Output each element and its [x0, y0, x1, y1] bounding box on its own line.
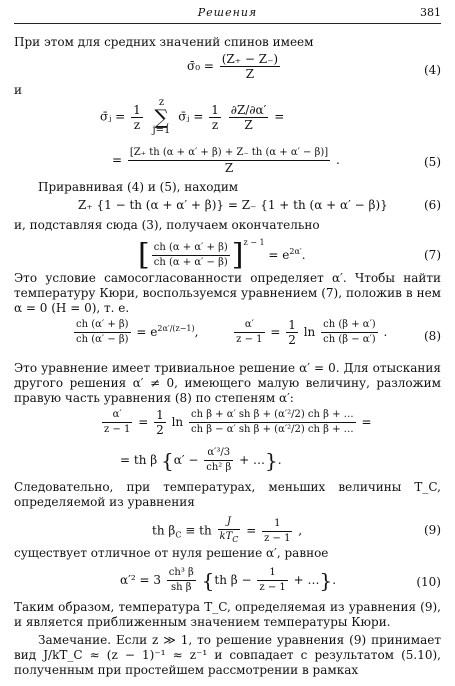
eq5a-derivative-den: Z [229, 117, 269, 132]
paragraph-8: существует отличное от нуля решение α′, равное [14, 546, 329, 560]
equation-10 [120, 566, 336, 595]
expansion-lhs-den: z − 1 [104, 424, 131, 435]
eq9-label: (9) [424, 523, 441, 537]
eq7-tail: . [301, 248, 306, 262]
eq10-fraction-2 [257, 566, 287, 595]
eq8-f1-den: ch (α′ − β) [76, 334, 129, 345]
eq9-equals: = [246, 523, 257, 538]
expansion-log-num: ch β + α′ sh β + (α′²/2) ch β + … [190, 409, 354, 420]
eq4-label: (4) [424, 63, 441, 77]
eq9-f2-den: z − 1 [264, 532, 291, 544]
eq7-rhs: = e [268, 248, 290, 262]
equation-9 [152, 515, 302, 547]
expansion-lhs-fraction [102, 408, 132, 437]
running-header [14, 6, 441, 22]
eq5a-coef2 [209, 103, 221, 132]
eq7-numerator: ch (α + α′ + β) [153, 242, 228, 253]
eq8-equals: = [270, 325, 281, 339]
equation-5a [100, 96, 284, 138]
eq5a-coef1-den: z [131, 117, 143, 132]
eq10-f2-den: z − 1 [259, 582, 286, 593]
eq6-label: (6) [424, 198, 441, 212]
eq9-lhs-sub: C [175, 530, 182, 540]
sum-sign: ∑ [154, 105, 169, 129]
eq5b-denominator: Z [128, 160, 330, 175]
eq9-f1-num: J [226, 516, 231, 527]
eq5a-coef2-num: 1 [211, 102, 219, 117]
eq5a-derivative-num: ∂Z/∂α′ [230, 102, 267, 117]
eq10-right-brace: } [319, 568, 333, 593]
expansion2-tail: . [277, 453, 282, 467]
eq10-tail: . [332, 573, 337, 587]
eq8-f3-num: ch (β + α′) [323, 319, 376, 330]
eq9-lhs: th β [152, 523, 176, 538]
page-number: 381 [420, 6, 441, 19]
equation-7 [138, 236, 306, 273]
eq10-f2-num: 1 [269, 567, 276, 578]
eq8-tail: . [383, 325, 388, 339]
expansion2-right-brace: } [264, 448, 278, 473]
expansion2-inner-b: + … [239, 453, 265, 467]
expansion-equals: = [138, 415, 149, 429]
eq5a-sum [151, 96, 173, 138]
running-title: Решения [197, 6, 258, 19]
paragraph-5: Это условие самосогласованности определяет α′. Чтобы найти температуру Кюри, воспользуемся уравнением (7), положив в нем α = 0 (H = 0), т. е. [14, 271, 441, 315]
eq5b-numerator: [Z₊ th (α + α′ + β) + Z₋ th (α + α′ − β)] [129, 147, 329, 158]
expansion2-fraction [204, 446, 233, 475]
eq5a-derivative [229, 103, 269, 132]
eq8-fraction-1 [74, 318, 131, 347]
eq5a-lhs: σ̄ⱼ = [100, 109, 126, 124]
expansion-half [154, 408, 166, 437]
expansion-log-fraction [189, 408, 356, 437]
eq8-f2-num: α′ [244, 319, 254, 330]
eq8-f3-den: ch (β − α′) [323, 334, 376, 345]
eq5a-coef1 [131, 103, 143, 132]
eq5-label: (5) [424, 155, 441, 169]
eq7-exponent: z − 1 [243, 238, 265, 247]
eq5a-term: σ̄ⱼ = [178, 109, 204, 124]
eq10-f1-den: sh β [167, 580, 196, 595]
eq9-f2-num: 1 [274, 517, 281, 529]
eq8-half [286, 318, 298, 347]
eq9-f1-den-sub: C [232, 535, 239, 544]
expansion2-left-brace: { [161, 448, 174, 473]
eq7-fraction [152, 241, 230, 270]
eq8-mid-exponent: 2α′/(z−1) [157, 324, 195, 333]
eq8-fraction-2 [234, 318, 264, 347]
expansion-half-den: 2 [156, 423, 164, 437]
header-rule [14, 23, 441, 24]
equation-5b [112, 146, 340, 175]
eq4-numerator: (Z₊ − Z₋) [221, 52, 279, 66]
equation-6: Z₊ {1 − th (α + α′ + β)} = Z₋ {1 + th (α + α′ − β)} [78, 198, 388, 212]
eq9-f1-den: kT [219, 531, 233, 542]
eq8-f1-num: ch (α′ + β) [76, 319, 129, 330]
eq8-half-num: 1 [288, 318, 296, 332]
eq10-inner-b: + … [293, 573, 320, 587]
expansion-line-2 [120, 446, 282, 475]
eq10-inner-a: th β − [214, 573, 252, 587]
expansion-tail: = [361, 415, 372, 429]
expansion2-den: ch² β [206, 462, 232, 473]
eq7-rhs-exponent: 2α′ [289, 247, 302, 256]
eq10-label: (10) [416, 575, 441, 589]
eq5b-lead: = [112, 153, 123, 167]
expansion2-inner-a: α′ − [173, 453, 199, 467]
eq8-half-den: 2 [288, 333, 296, 347]
eq8-separator: , [194, 325, 199, 339]
eq10-fraction-1 [167, 566, 196, 595]
eq4-lhs: σ̄₀ = [187, 59, 214, 73]
eq8-mid: = e [136, 325, 158, 339]
eq9-mid: ≡ th [185, 523, 212, 538]
paragraph-3: Приравнивая (4) и (5), находим [38, 180, 239, 194]
expansion-line-1 [100, 408, 372, 437]
eq8-fraction-3 [321, 318, 378, 347]
paragraph-10: Замечание. Если z ≫ 1, то решение уравнения (9) принимает вид J/kT_C ≈ (z − 1)⁻¹ ≈ z⁻¹ и совпадает с результатом (5.10), полученным при простейшем рассмотрении в рамках [14, 633, 441, 677]
eq9-tail: , [298, 523, 303, 538]
paragraph-9: Таким образом, температура T_C, определяемая из уравнения (9), и является приближенным значением температуры Кюри. [14, 600, 441, 629]
eq5b-fraction [128, 146, 330, 175]
eq9-fraction-2 [262, 517, 292, 546]
eq10-left-brace: { [201, 568, 215, 593]
eq9-fraction-1 [218, 515, 241, 547]
eq10-lhs: α′² = 3 [120, 573, 161, 587]
eq7-denominator: ch (α + α′ − β) [153, 257, 228, 268]
eq5a-tail: = [274, 109, 285, 124]
eq7-label: (7) [424, 248, 441, 262]
eq5a-sum-bottom: j=1 [152, 125, 171, 136]
eq7-left-bracket: [ [138, 237, 150, 273]
expansion-lhs-num: α′ [112, 409, 122, 420]
expansion2-lead: = th β [120, 453, 158, 467]
eq5b-tail: . [336, 153, 340, 167]
expansion2-num: α′³/3 [207, 447, 231, 458]
eq5a-coef1-num: 1 [133, 102, 141, 117]
eq7-right-bracket: ] [231, 237, 244, 273]
eq8-f2-den: z − 1 [236, 334, 263, 345]
eq8-ln: ln [303, 325, 316, 339]
paragraph-4: и, подставляя сюда (3), получаем окончательно [14, 218, 320, 232]
expansion-half-num: 1 [156, 408, 164, 422]
paragraph-1: При этом для средних значений спинов имеем [14, 35, 314, 49]
eq4-fraction [220, 52, 280, 81]
expansion-log-den: ch β − α′ sh β + (α′²/2) ch β + … [190, 424, 354, 435]
eq10-f1-num: ch³ β [168, 567, 194, 578]
eq4-denominator: Z [220, 66, 280, 81]
eq5a-coef2-den: z [209, 117, 221, 132]
paragraph-2: и [14, 83, 22, 97]
expansion-ln: ln [171, 415, 184, 429]
eq9-f1-den-wrap [218, 529, 241, 547]
eq8-label: (8) [424, 329, 441, 343]
eq5a-sum-top: z [158, 97, 165, 108]
paragraph-6: Это уравнение имеет тривиальное решение α′ = 0. Для отыскания другого решения α′ ≠ 0, имеющего малую величину, разложим правую часть уравнения (8) по степеням α′: [14, 361, 441, 405]
equation-4 [187, 52, 282, 81]
paragraph-7: Следовательно, при температурах, меньших величины T_C, определяемой из уравнения [14, 480, 441, 509]
equation-8 [72, 318, 387, 347]
